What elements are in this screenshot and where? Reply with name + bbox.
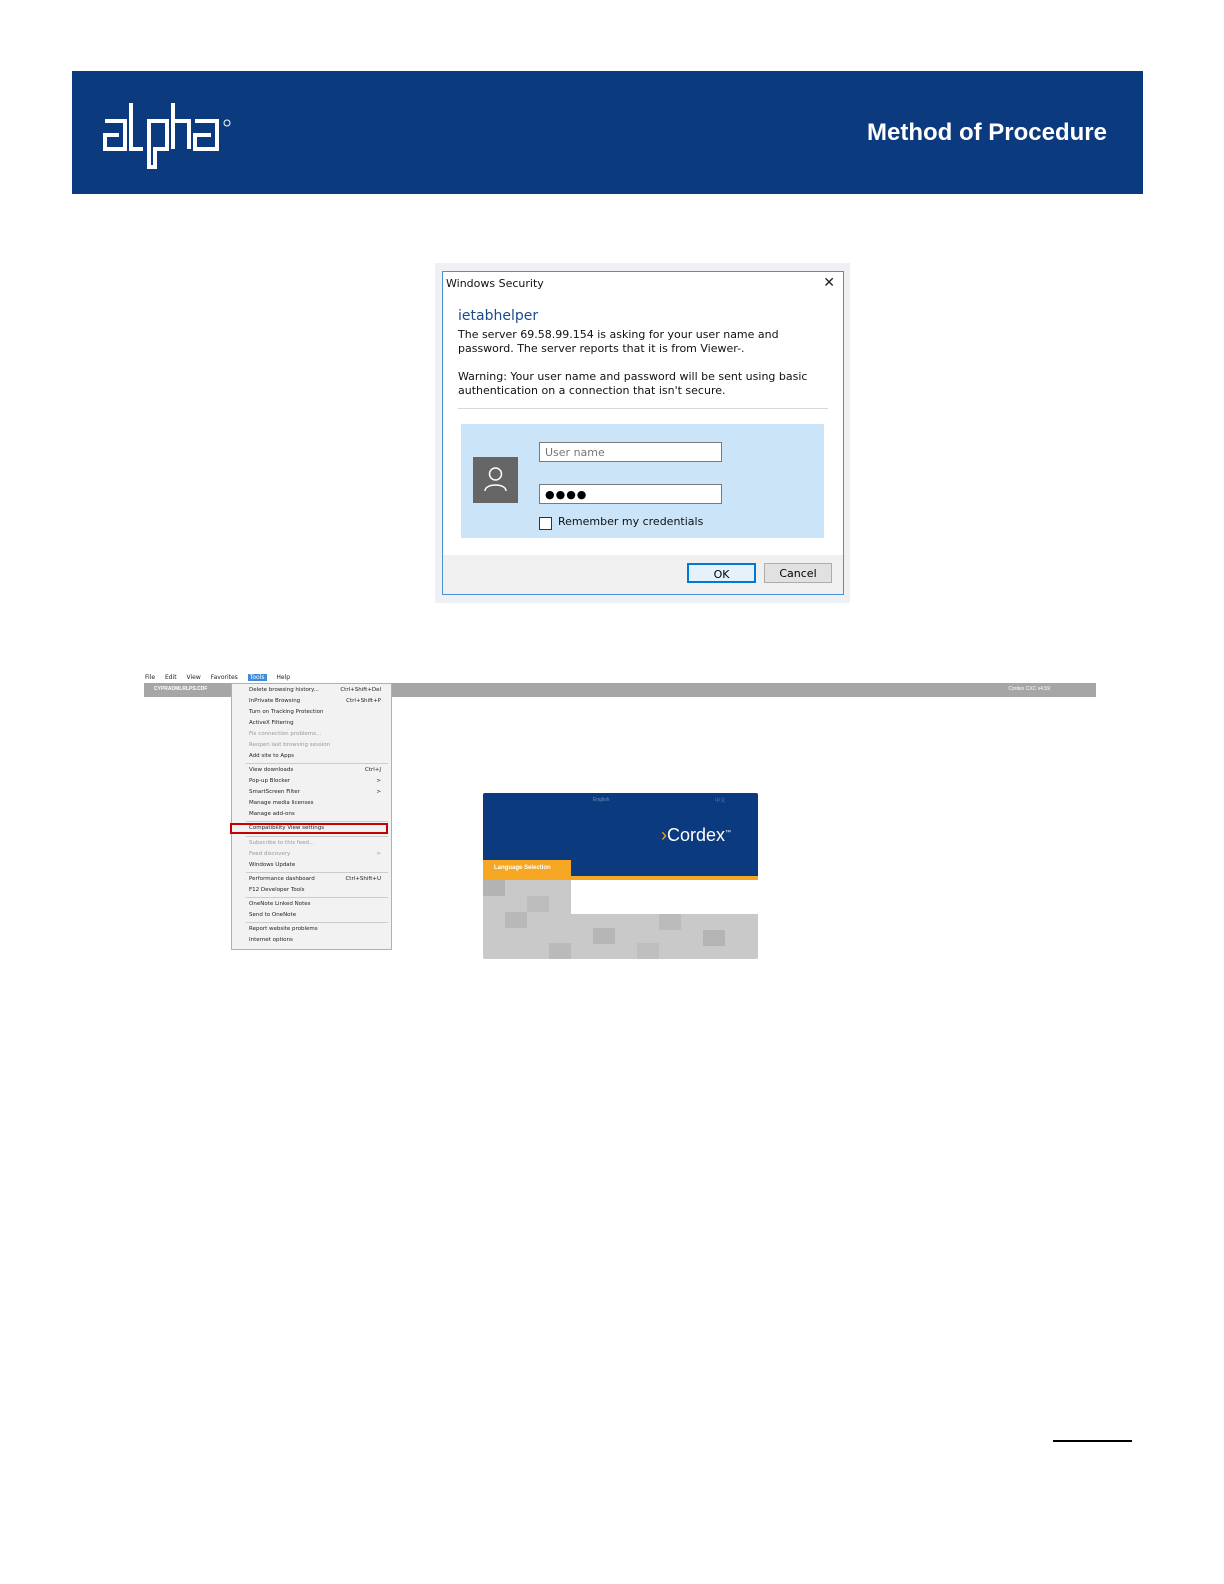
- menu-item[interactable]: Report website problems: [249, 926, 318, 932]
- menu-favorites[interactable]: Favorites: [210, 674, 238, 681]
- menu-item[interactable]: Pop-up Blocker: [249, 778, 291, 784]
- menu-item[interactable]: Windows Update: [249, 862, 296, 868]
- remember-label: Remember my credentials: [558, 515, 704, 528]
- menu-edit[interactable]: Edit: [164, 674, 177, 681]
- menu-shortcut: Ctrl+J: [364, 767, 381, 773]
- menu-item[interactable]: InPrivate Browsing: [249, 698, 301, 704]
- menu-item[interactable]: Manage add-ons: [249, 811, 295, 817]
- menu-separator: [246, 821, 388, 822]
- menu-file[interactable]: File: [145, 674, 156, 681]
- bg-tile: [593, 928, 615, 944]
- lang-chinese-link[interactable]: 中文: [715, 798, 726, 804]
- browser-menubar: [145, 674, 298, 683]
- menu-separator: [246, 897, 388, 898]
- remember-checkbox[interactable]: [539, 517, 552, 530]
- dialog-message: The server 69.58.99.154 is asking for your user name and password. The server reports that it is from Viewer-.: [458, 328, 779, 355]
- cordex-brand: Cordex: [667, 825, 726, 845]
- address-right-text: Cordex CXC v4.59: [1008, 686, 1050, 692]
- cordex-logo: [661, 825, 731, 846]
- chevron-right-icon: >: [376, 789, 381, 795]
- alpha-logo: [103, 99, 233, 169]
- menu-item[interactable]: Manage media licenses: [249, 800, 314, 806]
- menu-item[interactable]: SmartScreen Filter: [249, 789, 300, 795]
- content-area: [571, 880, 758, 914]
- menu-item[interactable]: Turn on Tracking Protection: [249, 709, 324, 715]
- divider: [458, 408, 828, 409]
- bg-tile: [549, 943, 571, 959]
- menu-item[interactable]: ActiveX Filtering: [249, 720, 294, 726]
- chevron-right-icon: >: [376, 851, 381, 857]
- dialog-heading: ietabhelper: [458, 308, 539, 324]
- menu-item[interactable]: Internet options: [249, 937, 293, 943]
- cancel-button[interactable]: Cancel: [764, 563, 832, 583]
- menu-item[interactable]: OneNote Linked Notes: [249, 901, 311, 907]
- menu-item: Fix connection problems...: [249, 731, 322, 737]
- highlight-box: [230, 823, 388, 834]
- dialog-warning: Warning: Your user name and password will be sent using basic authentication on a connection that isn't secure.: [458, 370, 808, 397]
- menu-shortcut: Ctrl+Shift+P: [346, 698, 381, 704]
- header-banner: [72, 71, 1143, 194]
- menu-item: Feed discovery: [249, 851, 291, 857]
- menu-separator: [246, 922, 388, 923]
- menu-item: Subscribe to this feed...: [249, 840, 315, 846]
- tab-language-selection[interactable]: Language Selection: [483, 860, 571, 876]
- menu-item[interactable]: F12 Developer Tools: [249, 887, 305, 893]
- ok-button[interactable]: OK: [687, 563, 756, 583]
- username-input[interactable]: User name: [539, 442, 722, 462]
- trademark: ™: [725, 830, 732, 836]
- close-icon[interactable]: ✕: [823, 275, 835, 291]
- dialog-title: Windows Security: [446, 277, 544, 290]
- menu-tools[interactable]: Tools: [249, 674, 265, 681]
- bg-tile: [527, 896, 549, 912]
- cordex-panel: [483, 793, 758, 959]
- password-input[interactable]: ●●●●: [539, 484, 722, 504]
- menu-separator: [246, 836, 388, 837]
- menu-separator: [246, 763, 388, 764]
- credential-panel: [461, 424, 824, 538]
- tools-menu: [231, 683, 392, 950]
- lang-english-link[interactable]: English: [593, 797, 610, 803]
- address-left-text: CYPRADMLRLPS.CDF: [154, 686, 208, 692]
- page-title: Method of Procedure: [866, 119, 1107, 146]
- chevron-right-icon: >: [376, 778, 381, 784]
- login-dialog: [442, 271, 844, 595]
- menu-item[interactable]: Send to OneNote: [249, 912, 297, 918]
- bg-tile: [505, 912, 527, 928]
- menu-shortcut: Ctrl+Shift+U: [345, 876, 381, 882]
- menu-item-compatibility-view[interactable]: Compatibility View settings: [249, 825, 325, 831]
- dialog-footer: [443, 555, 843, 594]
- menu-item[interactable]: Add site to Apps: [249, 753, 294, 759]
- menu-item[interactable]: Delete browsing history...: [249, 687, 319, 693]
- menu-view[interactable]: View: [186, 674, 201, 681]
- menu-item[interactable]: Performance dashboard: [249, 876, 315, 882]
- footer-rule: [1053, 1440, 1132, 1442]
- menu-help[interactable]: Help: [276, 674, 291, 681]
- menu-item[interactable]: View downloads: [249, 767, 294, 773]
- user-avatar-icon: [473, 457, 518, 503]
- bg-tile: [483, 880, 505, 896]
- bg-tile: [659, 914, 681, 930]
- menu-separator: [246, 872, 388, 873]
- menu-item: Reopen last browsing session: [249, 742, 331, 748]
- chevron-icon: ›: [661, 825, 667, 845]
- bg-tile: [703, 930, 725, 946]
- menu-shortcut: Ctrl+Shift+Del: [340, 687, 381, 693]
- bg-tile: [637, 943, 659, 959]
